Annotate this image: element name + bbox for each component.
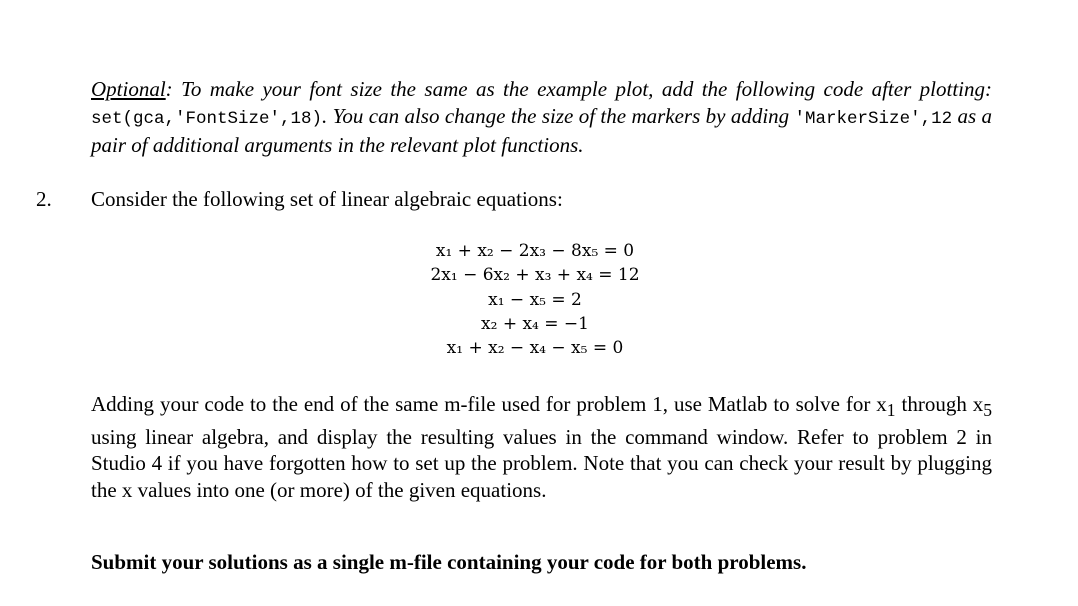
equation-5: x₁ + x₂ − x₄ − x₅ = 0 [446,338,624,359]
problem-number: 2. [36,187,52,211]
problem-instructions [91,391,992,503]
equation-system [380,239,690,360]
equation-2: 2x₁ − 6x₂ + x₃ + x₄ = 12 [430,265,640,286]
optional-label: Optional [91,77,166,101]
instructions-text-1: Adding your code to the end of the same m-file used for problem 1, use Matlab to solve for x [91,392,887,416]
optional-text-2: . You can also change the size of the markers by adding [322,103,795,128]
optional-note [91,76,992,159]
equation-4: x₂ + x₄ = −1 [481,313,589,334]
problem-intro: Consider the following set of linear algebraic equations: [91,187,563,211]
markersize-code: 'MarkerSize',12 [794,108,953,129]
instructions-text-2: through x [895,392,984,416]
optional-text-3: as a pair of additional arguments in the relevant plot functions. [91,103,992,157]
equation-1: x₁ + x₂ − 2x₃ − 8x₅ = 0 [435,241,635,261]
subscript-5: 5 [983,400,993,421]
fontsize-code: set(gca,'FontSize',18) [91,108,323,129]
optional-text-1: : To make your font size the same as the example plot, add the following code after plotting: [165,77,992,101]
submit-instruction: Submit your solutions as a single m-file containing your code for both problems. [91,550,807,574]
subscript-1: 1 [886,400,896,421]
instructions-text-3: using linear algebra, and display the resulting values in the command window. Refer to problem 2 in Studio 4 if you have forgotten how to set up the problem. Note that you can check your result by plugging the x values into one (or more) of the given equations. [91,424,992,502]
equation-3: x₁ − x₅ = 2 [488,289,582,310]
